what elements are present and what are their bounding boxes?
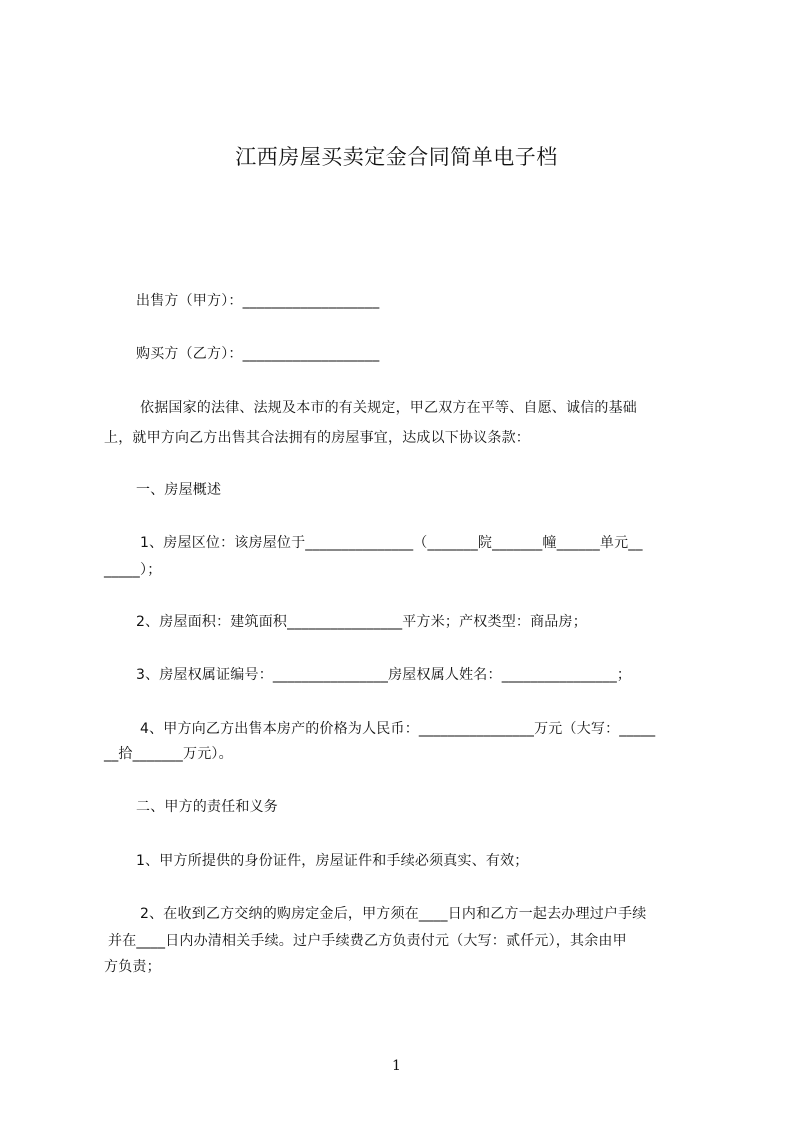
section-1-item-1-line-2: _____）； <box>104 562 162 578</box>
section-1-heading: 一、房屋概述 <box>136 482 222 498</box>
preamble-line-2: 上，就甲方向乙方出售其合法拥有的房屋事宜，达成以下协议条款： <box>104 430 530 446</box>
page-number: 1 <box>392 1058 401 1074</box>
document-title: 江西房屋买卖定金合同简单电子档 <box>235 145 558 169</box>
section-1-item-1-line-1: 1、房屋区位：该房屋位于_______________（_______院_______幢______单元__ <box>140 535 643 551</box>
section-1-item-2: 2、房屋面积：建筑面积________________平方米；产权类型：商品房； <box>136 614 587 630</box>
section-1-item-4-line-2: __拾_______万元）。 <box>104 746 233 762</box>
section-2-item-2-line-3: 方负责； <box>104 959 161 975</box>
section-2-item-1: 1、甲方所提供的身份证件，房屋证件和手续必须真实、有效； <box>136 853 529 869</box>
preamble-line-1: 依据国家的法律、法规及本市的有关规定，甲乙双方在平等、自愿、诚信的基础 <box>140 400 637 416</box>
section-2-heading: 二、甲方的责任和义务 <box>136 799 278 815</box>
seller-line: 出售方（甲方）：___________________ <box>136 293 380 309</box>
section-2-item-2-line-1: 2、在收到乙方交纳的购房定金后，甲方须在____日内和乙方一起去办理过户手续 <box>140 906 647 922</box>
section-2-item-2-line-2: 并在____日内办清相关手续。过户手续费乙方负责付元（大写：贰仟元），其余由甲 <box>108 933 627 949</box>
section-1-item-4-line-1: 4、甲方向乙方出售本房产的价格为人民币：________________万元（大写：_____ <box>140 721 656 737</box>
section-1-item-3: 3、房屋权属证编号：________________房屋权属人姓名：________________； <box>136 667 632 683</box>
buyer-line: 购买方（乙方）：___________________ <box>136 346 380 362</box>
